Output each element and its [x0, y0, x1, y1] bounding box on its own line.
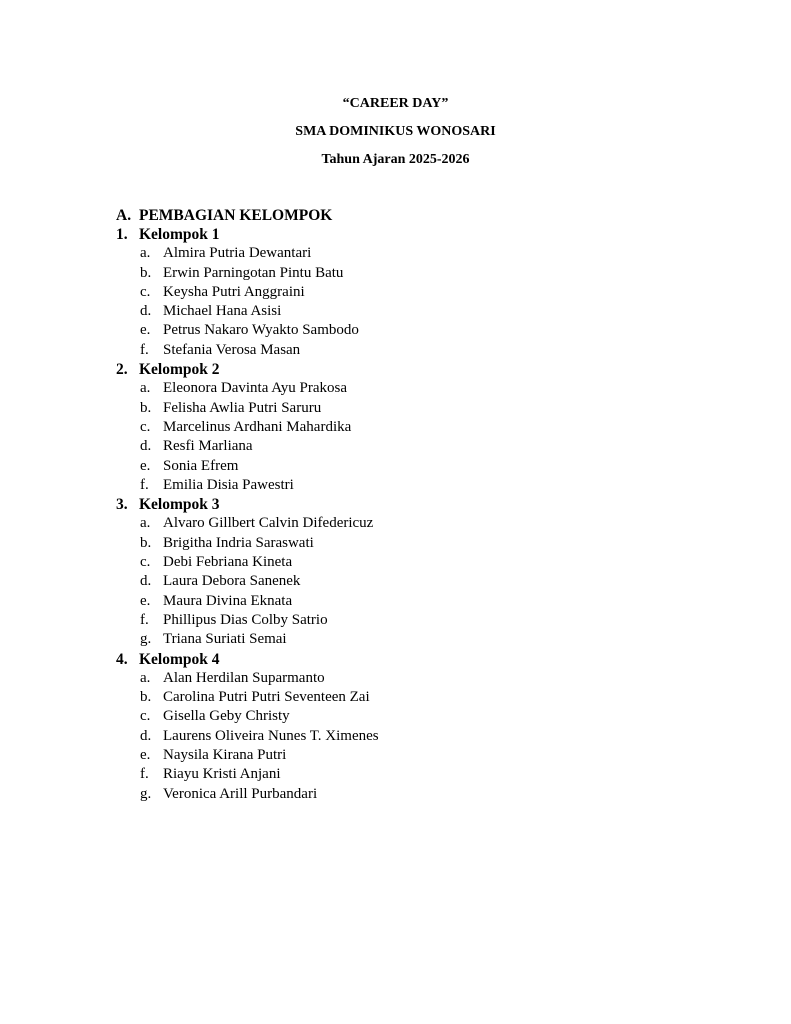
member-name: Maura Divina Eknata	[163, 592, 293, 609]
list-item	[116, 707, 716, 726]
member-name: Veronica Arill Purbandari	[163, 785, 318, 802]
section-title: PEMBAGIAN KELOMPOK	[139, 207, 333, 224]
list-item	[116, 592, 716, 611]
school-name: SMA DOMINIKUS WONOSARI	[295, 124, 496, 139]
section-heading	[116, 206, 716, 225]
member-name: Stefania Verosa Masan	[163, 341, 301, 358]
group-title: Kelompok 4	[139, 650, 220, 668]
member-name: Alan Herdilan Suparmanto	[163, 669, 325, 686]
group-number: 3.	[116, 496, 128, 514]
list-item	[116, 264, 716, 283]
list-item	[116, 611, 716, 630]
group-number: 1.	[116, 226, 128, 243]
academic-year: Tahun Ajaran 2025-2026	[321, 152, 470, 167]
group-title: Kelompok 1	[139, 226, 220, 243]
member-name: Emilia Disia Pawestri	[163, 476, 294, 493]
member-letter: e.	[140, 747, 151, 764]
list-item	[116, 514, 716, 533]
member-name: Carolina Putri Putri Seventeen Zai	[163, 689, 370, 706]
member-letter: c.	[140, 554, 151, 571]
group-division-section	[116, 206, 716, 804]
list-item	[116, 669, 716, 688]
member-name: Keysha Putri Anggraini	[163, 283, 305, 300]
member-letter: e.	[140, 457, 151, 474]
member-letter: c.	[140, 418, 151, 435]
member-letter: g.	[140, 785, 152, 802]
member-letter: a.	[140, 380, 151, 397]
group-number: 2.	[116, 361, 128, 379]
group-2	[116, 360, 716, 495]
document-title: “CAREER DAY”	[342, 96, 449, 111]
list-item	[116, 399, 716, 418]
group-heading	[116, 650, 716, 669]
list-item	[116, 765, 716, 784]
member-letter: d.	[140, 573, 152, 590]
member-letter: b.	[140, 399, 152, 416]
member-name: Felisha Awlia Putri Saruru	[163, 399, 322, 416]
group-title: Kelompok 2	[139, 361, 220, 379]
group-heading	[116, 360, 716, 379]
group-heading	[116, 495, 716, 514]
member-letter: b.	[140, 534, 152, 551]
member-name: Sonia Efrem	[163, 457, 239, 474]
list-item	[116, 553, 716, 572]
group-title: Kelompok 3	[139, 496, 220, 514]
group-1	[116, 225, 716, 360]
list-item	[116, 244, 716, 263]
member-letter: f.	[140, 611, 149, 628]
member-letter: b.	[140, 264, 152, 281]
member-name: Resfi Marliana	[163, 438, 253, 455]
member-name: Almira Putria Dewantari	[163, 245, 312, 262]
list-item	[116, 746, 716, 765]
list-item	[116, 457, 716, 476]
group-list	[116, 225, 716, 804]
list-item	[116, 283, 716, 302]
member-name: Eleonora Davinta Ayu Prakosa	[163, 380, 347, 397]
list-item	[116, 785, 716, 804]
member-letter: a.	[140, 515, 151, 532]
group-number: 4.	[116, 650, 128, 668]
member-name: Naysila Kirana Putri	[163, 747, 287, 764]
list-item	[116, 302, 716, 321]
member-letter: e.	[140, 322, 151, 339]
list-item	[116, 476, 716, 495]
member-name: Gisella Geby Christy	[163, 708, 290, 725]
list-item	[116, 534, 716, 553]
member-name: Michael Hana Asisi	[163, 303, 282, 320]
member-name: Petrus Nakaro Wyakto Sambodo	[163, 322, 359, 339]
member-name: Riayu Kristi Anjani	[163, 766, 281, 783]
member-letter: f.	[140, 766, 149, 783]
member-name: Debi Febriana Kineta	[163, 554, 293, 571]
member-name: Laurens Oliveira Nunes T. Ximenes	[163, 727, 379, 744]
list-item	[116, 437, 716, 456]
member-name: Triana Suriati Semai	[163, 631, 287, 648]
member-letter: d.	[140, 438, 152, 455]
list-item	[116, 572, 716, 591]
group-heading	[116, 225, 716, 244]
member-letter: f.	[140, 341, 149, 358]
member-name: Laura Debora Sanenek	[163, 573, 301, 590]
member-name: Brigitha Indria Saraswati	[163, 534, 314, 551]
list-item	[116, 379, 716, 398]
list-item	[116, 341, 716, 360]
list-item	[116, 418, 716, 437]
member-letter: c.	[140, 283, 151, 300]
member-letter: e.	[140, 592, 151, 609]
section-marker: A.	[116, 207, 132, 224]
member-name: Phillipus Dias Colby Satrio	[163, 611, 328, 628]
list-item	[116, 630, 716, 649]
member-letter: d.	[140, 727, 152, 744]
member-letter: c.	[140, 708, 151, 725]
member-name: Alvaro Gillbert Calvin Difedericuz	[163, 515, 374, 532]
member-letter: g.	[140, 631, 152, 648]
member-letter: a.	[140, 245, 151, 262]
member-name: Marcelinus Ardhani Mahardika	[163, 418, 352, 435]
list-item	[116, 727, 716, 746]
member-name: Erwin Parningotan Pintu Batu	[163, 264, 344, 281]
list-item	[116, 321, 716, 340]
member-letter: a.	[140, 669, 151, 686]
group-4	[116, 650, 716, 804]
member-letter: b.	[140, 689, 152, 706]
group-3	[116, 495, 716, 649]
list-item	[116, 688, 716, 707]
member-letter: d.	[140, 303, 152, 320]
member-letter: f.	[140, 476, 149, 493]
